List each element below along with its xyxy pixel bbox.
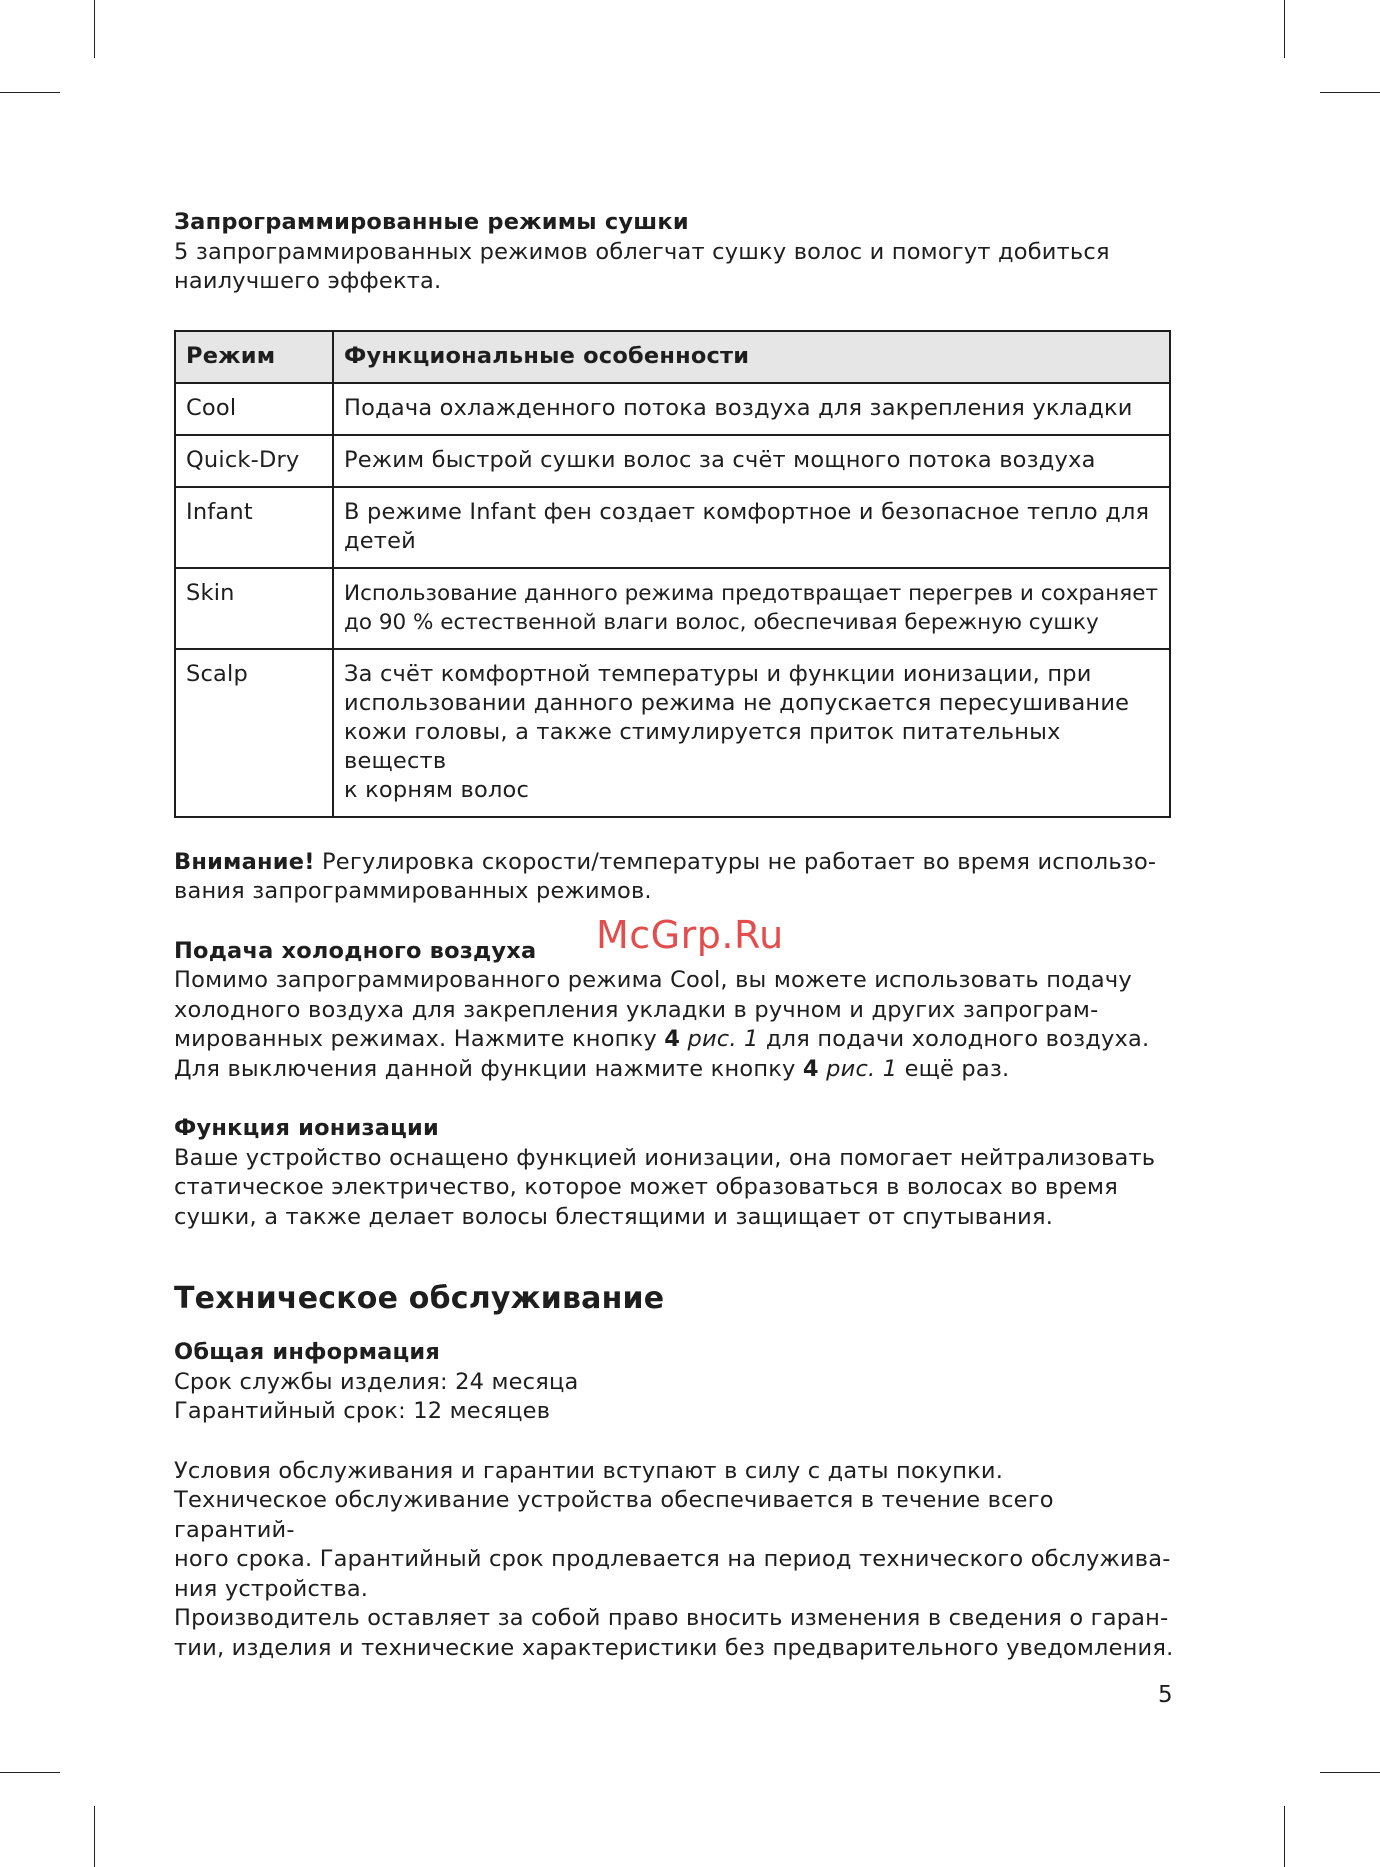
paragraph-line: Гарантийный срок: 12 месяцев (174, 1398, 551, 1424)
table-row (175, 487, 1170, 568)
modes-table (174, 330, 1171, 818)
paragraph-line: холодного воздуха для закрепления укладки в ручном и других запрограм- (174, 996, 1099, 1023)
description-line: За счёт комфортной температуры и функции ионизации, при (344, 660, 1092, 687)
paragraph-line: ного срока. Гарантийный срок продлевается на период технического обслужива- (174, 1546, 1171, 1572)
description-cell (333, 487, 1170, 568)
description-line: к корням волос (344, 776, 530, 803)
paragraph-line: тии, изделия и технические характеристики без предварительного уведомления. (174, 1634, 1174, 1661)
paragraph-line (174, 1055, 1174, 1085)
page-number: 5 (1158, 1682, 1173, 1708)
paragraph-line (174, 1025, 1174, 1055)
description-line: Подача охлажденного потока воздуха для закрепления укладки (344, 394, 1133, 421)
paragraph-line: вания запрограммированных режимов. (174, 878, 652, 904)
description-line: В режиме Infant фен создает комфортное и безопасное тепло для (344, 498, 1150, 525)
mode-cell: Cool (175, 383, 333, 435)
description-line: до 90 % естественной влаги волос, обеспечивая бережную сушку (344, 609, 1099, 635)
table-header-cell: Режим (175, 331, 333, 383)
crop-mark (0, 1772, 60, 1773)
table-row (175, 383, 1170, 435)
description-line: кожи головы, а также стимулируется приток питательных веществ (344, 718, 1061, 774)
crop-mark (1284, 0, 1285, 58)
paragraph-line: Производитель оставляет за собой право вносить изменения в сведения о гаран- (174, 1605, 1169, 1631)
description-cell (333, 435, 1170, 487)
description-line: Режим быстрой сушки волос за счёт мощного потока воздуха (344, 446, 1096, 473)
table-header-cell: Функциональные особенности (333, 331, 1170, 383)
watermark-logo: McGrp.Ru (596, 913, 784, 957)
crop-mark (1320, 1772, 1380, 1773)
table-row (175, 435, 1170, 487)
paragraph-line: Ваше устройство оснащено функцией ионизации, она помогает нейтрализовать (174, 1144, 1156, 1171)
description-line: Использование данного режима предотвращает перегрев и сохраняет (344, 580, 1158, 606)
button-number: 4 (664, 1026, 681, 1052)
attention-note (174, 848, 1174, 878)
section-title: Функция ионизации (174, 1115, 439, 1141)
description-line: использовании данного режима не допускается пересушивание (344, 689, 1130, 716)
paragraph-line: Помимо запрограммированного режима Cool, вы можете использовать подачу (174, 967, 1132, 993)
mode-cell: Skin (175, 568, 333, 649)
paragraph-line: Техническое обслуживание устройства обеспечивается в течение всего гарантий- (174, 1487, 1054, 1543)
text-run: Для выключения данной функции нажмите кнопку (174, 1055, 803, 1082)
button-number: 4 (802, 1055, 819, 1082)
paragraph-line: сушки, а также делает волосы блестящими и защищает от спутывания. (174, 1203, 1054, 1230)
paragraph-line: 5 запрограммированных режимов облегчат сушку волос и помогут добиться (174, 238, 1110, 265)
mode-cell: Infant (175, 487, 333, 568)
figure-reference: рис. 1 (818, 1055, 898, 1082)
description-line: детей (344, 527, 416, 554)
table-row (175, 649, 1170, 817)
table-row (175, 568, 1170, 649)
text-run: для подачи холодного воздуха. (758, 1026, 1150, 1052)
section-title: Подача холодного воздуха (174, 937, 537, 964)
crop-mark (94, 1806, 95, 1867)
mode-cell: Scalp (175, 649, 333, 817)
description-cell (333, 649, 1170, 817)
paragraph-line: статическое электричество, которое может образоваться в волосах во время (174, 1174, 1118, 1200)
text-run: ещё раз. (897, 1055, 1010, 1082)
section-title: Общая информация (174, 1339, 441, 1365)
mode-cell: Quick-Dry (175, 435, 333, 487)
text-run: мированных режимах. Нажмите кнопку (174, 1026, 665, 1052)
paragraph-line: Регулировка скорости/температуры не работает во время использо- (314, 848, 1157, 875)
paragraph-line: Условия обслуживания и гарантии вступают в силу с даты покупки. (174, 1457, 1004, 1484)
chapter-title: Техническое обслуживание (174, 1281, 665, 1316)
description-cell (333, 383, 1170, 435)
table-header-row (175, 331, 1170, 383)
paragraph-line: Срок службы изделия: 24 месяца (174, 1368, 579, 1395)
figure-reference: рис. 1 (680, 1026, 759, 1052)
crop-mark (1320, 92, 1380, 93)
paragraph-line: наилучшего эффекта. (174, 268, 442, 294)
crop-mark (94, 0, 95, 58)
crop-mark (0, 92, 60, 93)
paragraph-line: ния устройства. (174, 1575, 369, 1602)
description-cell (333, 568, 1170, 649)
attention-label: Внимание! (174, 848, 315, 875)
section-title: Запрограммированные режимы сушки (174, 209, 689, 235)
crop-mark (1284, 1806, 1285, 1867)
